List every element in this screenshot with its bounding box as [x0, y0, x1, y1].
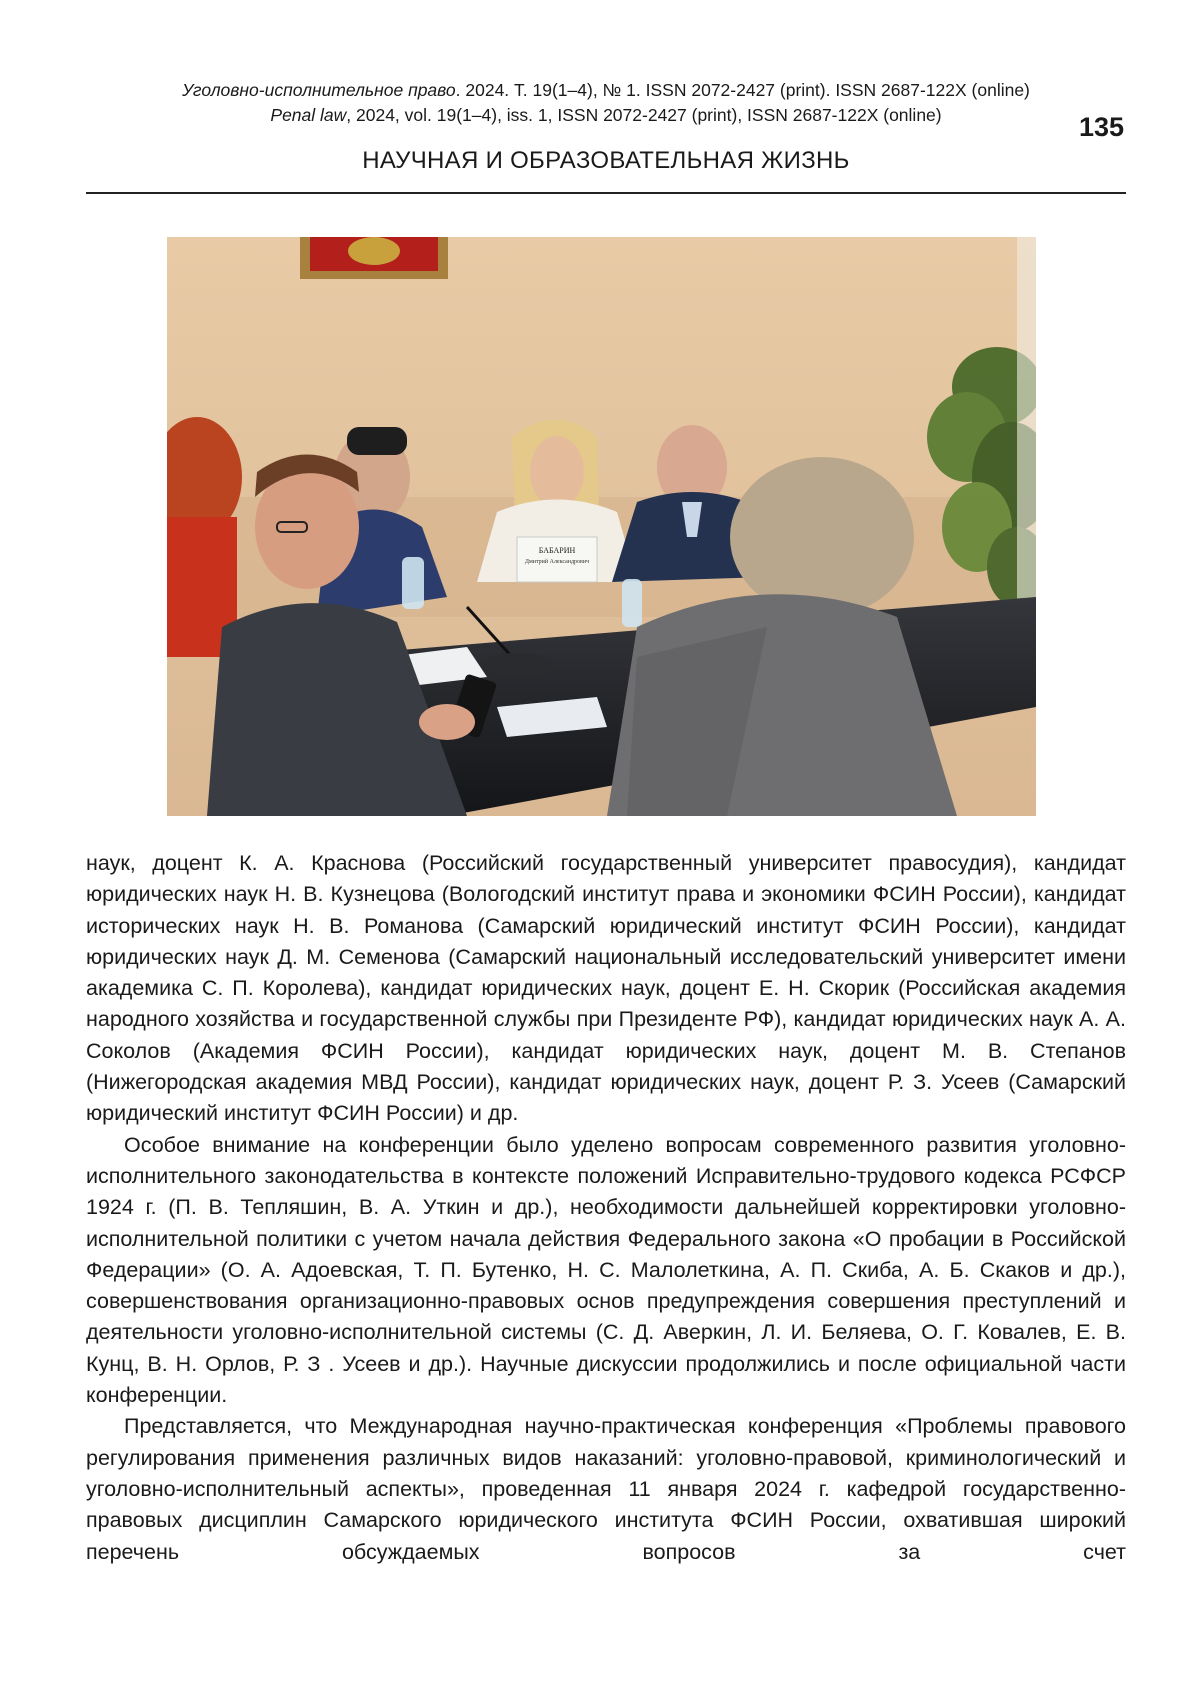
emblem-icon	[300, 237, 448, 279]
journal-citation-en	[86, 103, 1126, 128]
journal-title-en: Penal law	[270, 105, 347, 125]
running-header	[86, 78, 1126, 128]
conference-photo	[167, 237, 1036, 816]
nameplate-subname: Дмитрий Александрович	[524, 559, 590, 565]
header-divider	[86, 192, 1126, 194]
nameplate-name: БАБАРИН	[538, 546, 576, 555]
journal-citation-ru	[86, 78, 1126, 103]
journal-issue-ru: . 2024. Т. 19(1–4), № 1. ISSN 2072-2427 (print). ISSN 2687-122X (online)	[455, 80, 1030, 100]
journal-title-ru: Уголовно-исполнительное право	[182, 80, 456, 100]
paragraph-1: наук, доцент К. А. Краснова (Российский государственный университет правосудия), кандидат юридических наук Н. В. Кузнецова (Вологодский институт права и экономики ФСИН России), кандидат исторических наук Н. В. Романова (Самарский юридический институт ФСИН России), кандидат юридических наук Д. М. Семенова (Самарский национальный исследовательский университет имени академика С. П. Королева), кандидат юридических наук, доцент Е. Н. Скорик (Российская академия народного хозяйства и государственной службы при Президенте РФ), кандидат юридических наук А. А. Соколов (Академия ФСИН России), кандидат юридических наук, доцент М. В. Степанов (Нижегородская академия МВД России), кандидат юридических наук, доцент Р. З. Усеев (Самарский юридический институт ФСИН России) и др.	[86, 851, 1126, 1126]
paragraph-2: Особое внимание на конференции было уделено вопросам современного развития уголовно-исполнительного законодательства в контексте положений Исправительно-трудового кодекса РСФСР 1924 г. (П. В. Тепляшин, В. А. Уткин и др.), необходимости дальнейшей корректировки уголовно-исполнительной политики с учетом начала действия Федерального закона «О пробации в Российской Федерации» (О. А. Адоевская, Т. П. Бутенко, Н. С. Малолеткина, А. П. Скиба, А. Б. Скаков и др.), совершенствования организационно-правовых основ предупреждения совершения преступлений и деятельности уголовно-исполнительной системы (С. Д. Аверкин, Л. И. Беляева, О. Г. Ковалев, Е. В. Кунц, В. Н. Орлов, Р. З . Усеев и др.). Научные дискуссии продолжились и после официальной части конференции.	[86, 1132, 1126, 1408]
article-body	[86, 848, 1126, 1568]
page-number: 135	[1078, 112, 1124, 142]
paragraph-3: Представляется, что Международная научно-практическая конференция «Проблемы правового регулирования применения различных видов наказаний: уголовно-правовой, криминологический и уголовно-исполнительный аспекты», проведенная 11 января 2024 г. кафедрой государственно-правовых дисциплин Самарского юридического института ФСИН России, охватившая широкий перечень обсуждаемых вопросов за счет	[86, 1414, 1126, 1564]
section-title: НАУЧНАЯ И ОБРАЗОВАТЕЛЬНАЯ ЖИЗНЬ	[362, 147, 850, 174]
journal-issue-en: , 2024, vol. 19(1–4), iss. 1, ISSN 2072-2427 (print), ISSN 2687-122X (online)	[346, 105, 942, 125]
